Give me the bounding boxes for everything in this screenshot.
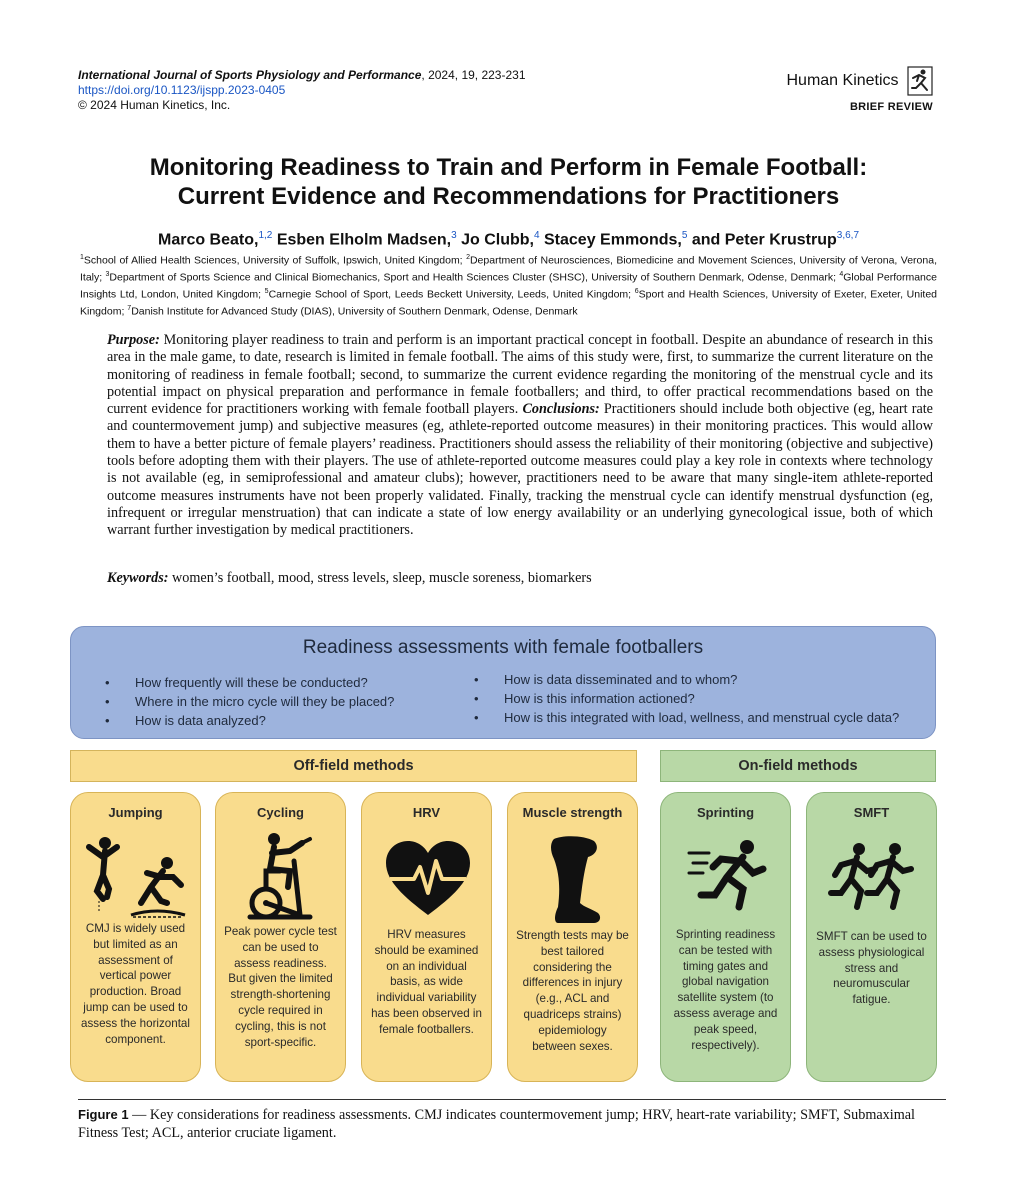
affiliation: Department of Neurosciences, Biomedicine and Movement Sciences, University of Verona, Verona, Italy; (80, 254, 937, 284)
affiliation-number: 6 (634, 288, 639, 295)
affiliation-number: 5 (264, 288, 269, 295)
affiliation-number: 2 (466, 254, 470, 261)
heart-rate-icon (384, 839, 472, 917)
purpose-text: Monitoring player readiness to train and perform is an important practical concept in football. Despite an abundance of research in this area in the male game, to date, research is limited in female football. The aims of this study were, first, to summarize the current literature on the monitoring of readiness in female football; second, to summarize the current evidence regarding the monitoring of the menstrual cycle and its potential impact on physical preparation and performance in female footballers; and third, to offer practical recommendations based on the current evidence for practitioners working with female football players. (107, 332, 933, 418)
purpose-label: Purpose: (107, 332, 160, 348)
method-card-smft (806, 792, 937, 1082)
method-description: Sprinting readiness can be tested with timing gates and global navigation satellite system (to assess average and peak speed, respectively). (673, 928, 778, 1052)
publisher-name: Human Kinetics (786, 72, 899, 89)
author: Marco Beato, (157, 231, 259, 249)
affiliation: Global Performance Insights Ltd, London, United Kingdom; (80, 271, 937, 301)
method-description: HRV measures should be examined on an individual basis, as wide individual variability has been observed in female footballers. (371, 928, 482, 1036)
list-item: • How is this information actioned? (474, 689, 899, 708)
title-line-1: Monitoring Readiness to Train and Perform in Female Football: (149, 154, 868, 181)
affiliation: Sport and Health Sciences, University of Exeter, Exeter, United Kingdom; (80, 288, 938, 318)
readiness-panel (70, 626, 936, 739)
method-title: Cycling (257, 805, 304, 820)
method-title: Sprinting (696, 805, 755, 820)
questions-left (105, 673, 394, 730)
method-description: CMJ is widely used but limited as an assessment of vertical power production. Broad jump can be used to assess the horizontal component. (81, 922, 190, 1046)
human-kinetics-logo-icon (907, 66, 933, 96)
journal-header (78, 68, 526, 113)
leg-icon (544, 835, 604, 927)
affiliation-number: 7 (127, 305, 132, 312)
copyright: © 2024 Human Kinetics, Inc. (78, 98, 231, 112)
conclusions-label: Conclusions: (522, 401, 600, 418)
figure-label: Figure 1 (78, 1107, 129, 1122)
method-title: HRV (412, 805, 441, 820)
method-title: Jumping (108, 805, 163, 820)
conclusions-text: Practitioners should include both objective (eg, heart rate and countermovement jump) and subjective measures (eg, athlete-reported outcome measures) in their monitoring practices. This would allow them to have a better picture of female players’ readiness. Practitioners should assess the reliability of their monitoring (objective and subjective) tools before adopting them with their players. The use of athlete-reported outcome measures could play a key role in contexts where technology is not available (eg, in semiprofessional and amateur clubs); however, practitioners need to be aware that many single-item athlete-reported outcome measures instruments have not been properly validated. Finally, tracking the menstrual cycle can identify menstrual dysfunction (eg, infrequent or irregular menstruation) that can indicate a state of low energy availability or an underlying gynecological issue, both of which warrant further investigation by medical practitioners. (107, 401, 933, 539)
author-affiliation-ref[interactable]: 3,6,7 (836, 230, 860, 241)
cycling-icon (244, 831, 320, 923)
list-item: • How is data analyzed? (105, 711, 394, 730)
journal-name: International Journal of Sports Physiology and Performance (78, 68, 422, 82)
article-title (60, 153, 957, 211)
method-card-hrv (361, 792, 492, 1082)
method-description: Strength tests may be best tailored considering the differences in injury (e.g., ACL and quadriceps strains) epidemiology between sexes. (516, 929, 629, 1053)
keywords-label: Keywords: (107, 570, 169, 586)
list-item: • Where in the micro cycle will they be placed? (105, 692, 394, 711)
sprinting-icon (687, 837, 769, 917)
method-card-muscle-strength (507, 792, 638, 1082)
keywords (107, 570, 933, 587)
figure-caption (78, 1106, 948, 1142)
doi-link[interactable]: https://doi.org/10.1123/ijspp.2023-0405 (78, 83, 286, 97)
caption-divider (78, 1099, 946, 1100)
running-pair-icon (825, 841, 921, 913)
publisher-block (787, 66, 934, 113)
off-field-header: Off-field methods (70, 750, 637, 782)
method-description: Peak power cycle test can be used to assess readiness. But given the limited strength-shortening cycle required in cycling, this is not sport-specific. (224, 925, 337, 1049)
author-list (60, 230, 957, 249)
author-affiliation-ref[interactable]: 5 (681, 230, 688, 241)
caption-text: — Key considerations for readiness assessments. CMJ indicates countermovement jump; HRV, heart-rate variability; SMFT, Submaximal Fitness Test; ACL, anterior cruciate ligament. (78, 1107, 915, 1141)
list-item: • How is data disseminated and to whom? (474, 670, 899, 689)
method-title: Muscle strength (522, 805, 623, 820)
abstract (107, 332, 933, 540)
author-affiliation-ref[interactable]: 4 (533, 230, 540, 241)
on-field-header: On-field methods (660, 750, 936, 782)
author-affiliation-ref[interactable]: 1,2 (258, 230, 273, 241)
method-card-sprinting (660, 792, 791, 1082)
method-title: SMFT (853, 805, 890, 820)
keywords-text: women’s football, mood, stress levels, sleep, muscle soreness, biomarkers (168, 570, 592, 586)
article-type: BRIEF REVIEW (849, 101, 933, 113)
list-item: • How frequently will these be conducted? (105, 673, 394, 692)
author: Esben Elholm Madsen, (276, 231, 452, 249)
method-card-jumping (70, 792, 201, 1082)
affiliation: Carnegie School of Sport, Leeds Beckett University, Leeds, United Kingdom; (268, 288, 635, 301)
affiliation-number: 1 (80, 254, 84, 261)
title-line-2: Current Evidence and Recommendations for Practitioners (177, 183, 840, 210)
author: and Peter Krustrup (691, 231, 837, 249)
affiliation: School of Allied Health Sciences, University of Suffolk, Ipswich, United Kingdom; (83, 254, 467, 267)
journal-citation: , 2024, 19, 223-231 (421, 68, 526, 82)
affiliation: Danish Institute for Advanced Study (DIAS), University of Southern Denmark, Odense, Denmark (131, 305, 578, 318)
readiness-title: Readiness assessments with female footballers (302, 637, 704, 658)
questions-right (474, 670, 899, 727)
affiliation: Department of Sports Science and Clinical Biomechanics, Sport and Health Sciences Cluster (SHSC), University of Southern Denmark, Odense, Denmark; (109, 271, 840, 284)
author: Stacey Emmonds, (544, 231, 682, 249)
list-item: • How is this integrated with load, wellness, and menstrual cycle data? (474, 708, 899, 727)
method-description: SMFT can be used to assess physiological stress and neuromuscular fatigue. (816, 930, 927, 1007)
author: Jo Clubb, (461, 231, 534, 249)
affiliation-number: 4 (839, 271, 844, 278)
affiliation-number: 3 (105, 271, 110, 278)
affiliations (80, 251, 937, 319)
method-card-cycling (215, 792, 346, 1082)
jumping-icon (77, 833, 195, 923)
author-affiliation-ref[interactable]: 3 (451, 230, 457, 241)
